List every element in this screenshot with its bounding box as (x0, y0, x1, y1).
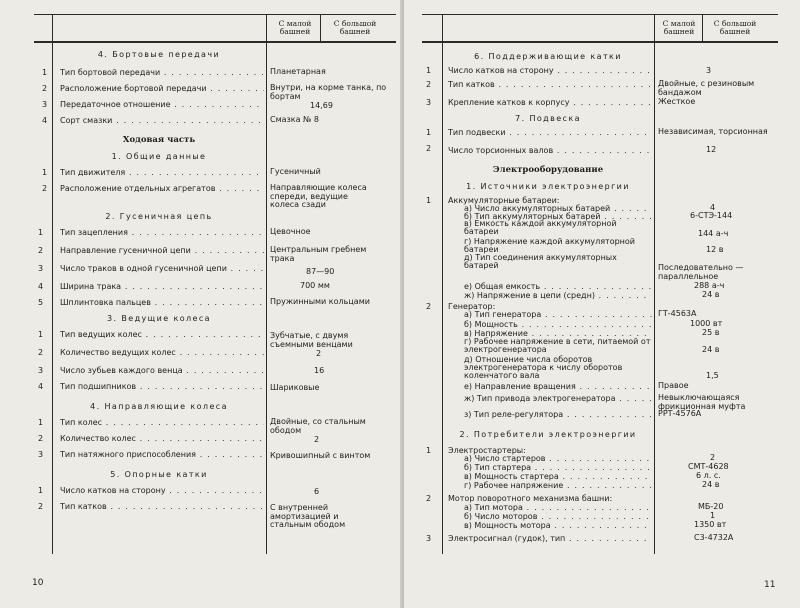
row-number: 1 (42, 68, 48, 77)
sub-value: Правое (658, 381, 689, 390)
section-title: 1. Общие данные (111, 152, 207, 161)
row-label: Тип подвески . . . (448, 128, 652, 137)
col-small-turret: С малой башней (662, 19, 696, 36)
row-label: Число торсионных валов . . . (448, 146, 652, 155)
row-number: 2 (38, 348, 44, 357)
row-label: Расположение отдельных агрегатов . . . (60, 184, 264, 193)
page-number: 10 (32, 578, 44, 588)
row-label: Число зубьев каждого венца . . . (60, 366, 264, 375)
row-number: 3 (38, 450, 44, 459)
sub-label: г) Рабочее напряжение в сети, питаемой от электрогенератора (464, 337, 651, 354)
row-number: 1 (426, 446, 432, 455)
row-value: Внутри, на корме танка, по бортам (270, 83, 387, 101)
group-label: Мотор поворотного механизма башни: (448, 494, 613, 503)
row-label: Передаточное отношение . . . (60, 100, 264, 109)
row-value: Планетарная (270, 67, 326, 76)
sub-value: 25 в (702, 328, 720, 337)
row-number: 4 (42, 116, 48, 125)
sub-label: в) Мощность мотора . . . (464, 521, 652, 530)
row-label: Число траков в одной гусеничной цепи . . . (60, 264, 264, 273)
row-label: Тип движителя . . . (60, 168, 264, 177)
row-value: Независимая, торсионная (658, 127, 768, 136)
sub-value: ГТ-4563А (658, 309, 697, 318)
row-number: 1 (426, 196, 432, 205)
row-label: Количество колес . . . (60, 434, 264, 443)
group-label: Аккумуляторные батареи: (448, 196, 560, 205)
row-value: Смазка № 8 (270, 115, 320, 124)
sub-value: МБ-20 (698, 502, 724, 511)
sub-label: е) Направление вращения . . . (464, 382, 652, 391)
sub-label: а) Число аккумуляторных батарей . . . (464, 204, 652, 213)
num-column-rule (442, 14, 443, 554)
electrical-heading: Электрооборудование (492, 165, 604, 175)
row-value: 2 (316, 349, 322, 358)
header-bottom-rule (422, 41, 778, 43)
section-title: 6. Поддерживающие катки (474, 52, 622, 61)
sub-label: б) Тип стартера . . . (464, 463, 652, 472)
row-number: 1 (38, 486, 44, 495)
section-title: 7. Подвеска (515, 114, 581, 123)
row-label: Ширина трака . . . (60, 282, 264, 291)
row-number: 1 (38, 418, 44, 427)
sub-label: г) Напряжение каждой аккумуляторной батареи (464, 237, 635, 254)
sub-value: 2 (710, 453, 716, 462)
row-number: 2 (38, 502, 44, 511)
page-number: 11 (764, 580, 776, 590)
row-number: 3 (42, 100, 48, 109)
header-bottom-rule (34, 41, 396, 43)
row-value: Зубчатые, с двумя съемными венцами (270, 331, 353, 349)
sub-label: в) Емкость каждой аккумуляторной батареи (464, 219, 617, 236)
sub-label: б) Мощность . . . (464, 320, 652, 329)
sub-value: 1000 вт (690, 319, 723, 328)
row-value: 700 мм (300, 281, 330, 290)
row-number: 4 (38, 382, 44, 391)
row-number: 2 (426, 494, 432, 503)
row-label: Тип ведущих колес . . . (60, 330, 264, 339)
section-title: 2. Потребители электроэнергии (459, 430, 637, 439)
row-value: Двойные, со стальным ободом (270, 417, 366, 435)
row-value: Пружинными кольцами (270, 297, 370, 306)
sub-value: Последовательно — параллельное (658, 263, 744, 281)
row-value: Жесткое (658, 97, 696, 106)
sub-label: а) Число стартеров . . . (464, 454, 652, 463)
sub-value: 4 (710, 203, 716, 212)
row-label: Направление гусеничной цепи . . . (60, 246, 264, 255)
section-title: 2. Гусеничная цепь (105, 212, 213, 221)
header-top-rule (422, 14, 778, 15)
col-large-turret: С большой башней (713, 19, 757, 36)
value-column-rule (654, 14, 655, 554)
col-large-turret: С большой башней (333, 19, 377, 36)
group-label: Электростартеры: (448, 446, 526, 455)
row-value: 2 (314, 435, 320, 444)
horn-value: С3-4732А (694, 533, 734, 542)
sub-value: 24 в (702, 290, 720, 299)
row-number: 3 (38, 366, 44, 375)
value-column-rule (266, 14, 267, 554)
group-label: Генератор: (448, 302, 496, 311)
sub-value: 288 а-ч (694, 281, 725, 290)
header-top-rule (34, 14, 396, 15)
row-number: 3 (38, 264, 44, 273)
sub-label: б) Тип аккумуляторных батарей . . . (464, 212, 652, 221)
sub-value: 24 в (702, 345, 720, 354)
sub-value: РРТ-4576А (658, 409, 702, 418)
sub-label: д) Тип соединения аккумуляторных батарей (464, 253, 617, 270)
sub-label: ж) Тип привода электрогенератора . . . (464, 394, 652, 403)
row-value: Шариковые (270, 383, 320, 392)
row-number: 2 (426, 80, 432, 89)
row-number: 1 (38, 330, 44, 339)
row-number: 1 (426, 66, 432, 75)
section-title: 1. Источники электроэнергии (466, 182, 630, 191)
row-number: 3 (426, 98, 432, 107)
sub-value: 6 л. с. (696, 471, 721, 480)
row-value: Двойные, с резиновым бандажом (658, 79, 755, 97)
row-label: Тип подшипников . . . (60, 382, 264, 391)
sub-label: в) Мощность стартера . . . (464, 472, 652, 481)
sub-value: СМТ-4628 (688, 462, 729, 471)
row-number: 1 (38, 228, 44, 237)
row-number: 2 (38, 246, 44, 255)
horn-label: Электросигнал (гудок), тип . . . (448, 534, 652, 543)
row-label: Тип натяжного приспособления . . . (60, 450, 264, 459)
row-value: Кривошипный с винтом (270, 451, 371, 460)
row-value: 87—90 (306, 267, 335, 276)
row-label: Тип катков . . . (448, 80, 652, 89)
sub-label: д) Отношение числа оборотов электрогенератора к числу оборотов коленчатого вала (464, 355, 623, 380)
sub-label: в) Напряжение . . . (464, 329, 652, 338)
row-number: 4 (38, 282, 44, 291)
row-label: Число катков на сторону . . . (448, 66, 652, 75)
section-title: 4. Бортовые передачи (97, 50, 221, 59)
row-label: Тип колес . . . (60, 418, 264, 427)
row-value: Гусеничный (270, 167, 321, 176)
col-small-turret: С малой башней (278, 19, 312, 36)
sub-value: 1,5 (706, 371, 719, 380)
row-label: Расположение бортовой передачи . . . (60, 84, 264, 93)
row-label: Количество ведущих колес . . . (60, 348, 264, 357)
row-number: 2 (426, 302, 432, 311)
row-number: 1 (426, 128, 432, 137)
section-title: 3. Ведущие колеса (107, 314, 211, 323)
header-divider-rule (320, 14, 321, 42)
row-number: 2 (42, 84, 48, 93)
row-value: Центральным гребнем трака (270, 245, 367, 263)
sub-label: а) Тип генератора . . . (464, 310, 652, 319)
row-value: 14,69 (310, 101, 333, 110)
sub-value: 24 в (702, 480, 720, 489)
row-label: Тип бортовой передачи . . . (60, 68, 264, 77)
sub-label: з) Тип реле-регулятора . . . (464, 410, 652, 419)
section-title: 5. Опорные катки (110, 470, 208, 479)
row-label: Крепление катков к корпусу . . . (448, 98, 652, 107)
sub-value: 1 (710, 511, 716, 520)
row-label: Шплинтовка пальцев . . . (60, 298, 264, 307)
sub-value: Невыключающаяся фрикционная муфта (658, 393, 746, 411)
sub-label: б) Число моторов . . . (464, 512, 652, 521)
row-label: Сорт смазки . . . (60, 116, 264, 125)
chassis-heading: Ходовая часть (122, 135, 196, 145)
row-value: Цевочное (270, 227, 311, 236)
row-number: 2 (38, 434, 44, 443)
row-number: 3 (426, 534, 432, 543)
row-label: Тип катков . . . (60, 502, 264, 511)
row-value: 3 (706, 66, 712, 75)
sub-label: е) Общая емкость . . . (464, 282, 652, 291)
row-value: 12 (706, 145, 717, 154)
sub-label: г) Рабочее напряжение . . . (464, 481, 652, 490)
row-number: 2 (42, 184, 48, 193)
row-number: 2 (426, 144, 432, 153)
sub-value: 1350 вт (694, 520, 727, 529)
row-number: 5 (38, 298, 44, 307)
section-title: 4. Направляющие колеса (90, 402, 228, 411)
row-value: С внутренней амортизацией и стальным ободом (270, 503, 346, 529)
sub-label: а) Тип мотора . . . (464, 503, 652, 512)
row-value: 6 (314, 487, 320, 496)
sub-value: 144 а-ч (698, 229, 729, 238)
sub-label: ж) Напряжение в цепи (средн) . . . (464, 291, 652, 300)
sub-value: 6-СТЭ-144 (690, 211, 733, 220)
row-value: Направляющие колеса спереди, ведущие колеса сзади (270, 183, 367, 209)
row-value: 16 (314, 366, 325, 375)
row-label: Число катков на сторону . . . (60, 486, 264, 495)
sub-value: 12 в (706, 245, 724, 254)
right-page (404, 0, 800, 608)
row-label: Тип зацепления . . . (60, 228, 264, 237)
row-number: 1 (42, 168, 48, 177)
